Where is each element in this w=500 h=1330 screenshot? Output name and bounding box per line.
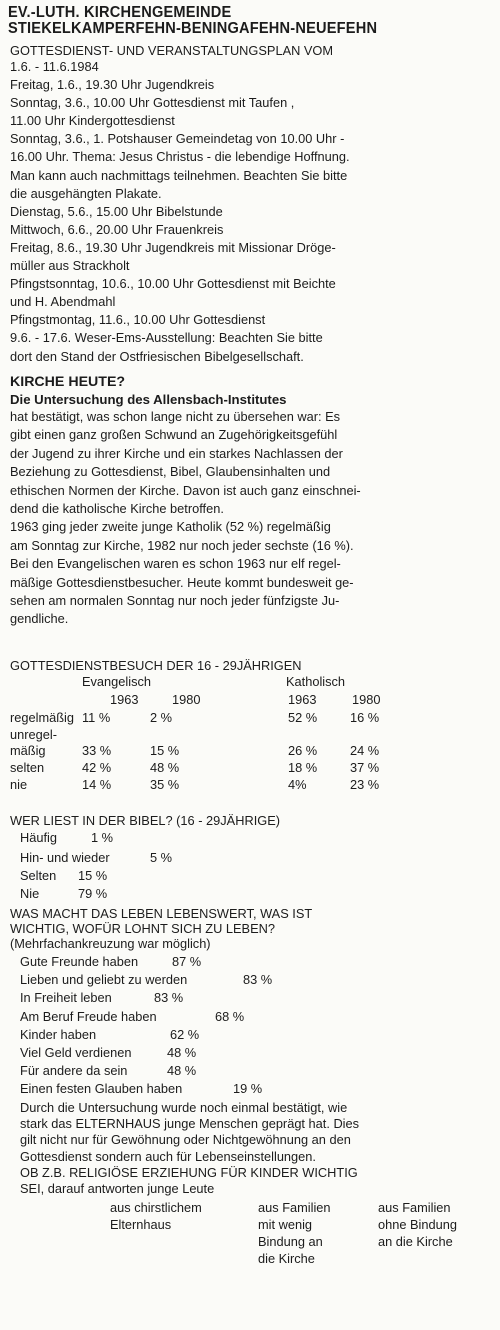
article-subheading: Die Untersuchung des Allensbach-Institutes <box>10 392 287 407</box>
schedule-line: Pfingstsonntag, 10.6., 10.00 Uhr Gottesdienst mit Beichte <box>10 276 336 292</box>
attendance-cell: 37 % <box>350 760 380 775</box>
conclusion-line: OB Z.B. RELIGIÖSE ERZIEHUNG FÜR KINDER WICHTIG <box>20 1164 358 1180</box>
article-line: mäßige Gottesdienstbesucher. Heute kommt bundesweit ge- <box>10 574 354 590</box>
attendance-cell: 14 % <box>82 777 112 792</box>
bible-row-value: 15 % <box>78 868 108 883</box>
attendance-row-label: nie <box>10 777 28 792</box>
schedule-heading: GOTTESDIENST- UND VERANSTALTUNGSPLAN VOM <box>10 43 334 58</box>
values-note: (Mehrfachankreuzung war möglich) <box>10 936 211 951</box>
article-line: am Sonntag zur Kirche, 1982 nur noch jeder sechste (16 %). <box>10 537 354 553</box>
values-row-label: Am Beruf Freude haben <box>20 1008 157 1024</box>
values-row-label: Für andere da sein <box>20 1063 128 1079</box>
upbringing-column-line: an die Kirche <box>378 1234 453 1249</box>
attendance-cell: 15 % <box>150 743 180 758</box>
article-line: Bei den Evangelischen waren es schon 1963 nur elf regel- <box>10 556 341 572</box>
values-row-label: Kinder haben <box>20 1026 97 1042</box>
group-katholisch: Katholisch <box>286 674 346 689</box>
attendance-cell: 42 % <box>82 760 112 775</box>
article-line: Beziehung zu Gottesdienst, Bibel, Glaubensinhalten und <box>10 464 331 480</box>
attendance-cell: 16 % <box>350 710 380 725</box>
schedule-line: dort den Stand der Ostfriesischen Bibelgesellschaft. <box>10 348 304 364</box>
schedule-line: Sonntag, 3.6., 1. Potshauser Gemeindetag von 10.00 Uhr - <box>10 131 345 147</box>
conclusion-line: stark das ELTERNHAUS junge Menschen geprägt hat. Dies <box>20 1116 360 1132</box>
article-heading: KIRCHE HEUTE? <box>10 374 126 390</box>
upbringing-column-line: aus Familien <box>378 1200 451 1215</box>
schedule-line: Sonntag, 3.6., 10.00 Uhr Gottesdienst mit Taufen , <box>10 95 295 111</box>
conclusion-line: Gottesdienst sondern auch für Lebenseinstellungen. <box>20 1148 316 1164</box>
conclusion-line: SEI, darauf antworten junge Leute <box>20 1181 215 1196</box>
upbringing-column-line: Bindung an <box>258 1234 323 1249</box>
values-row-value: 87 % <box>172 954 202 969</box>
upbringing-column-line: ohne Bindung <box>378 1217 457 1232</box>
schedule-line: Freitag, 1.6., 19.30 Uhr Jugendkreis <box>10 77 215 92</box>
schedule-line: 9.6. - 17.6. Weser-Ems-Ausstellung: Beachten Sie bitte <box>10 330 323 346</box>
conclusion-line: Durch die Untersuchung wurde noch einmal bestätigt, wie <box>20 1100 348 1115</box>
attendance-row-label: unregel- <box>10 727 57 742</box>
schedule-line: Mittwoch, 6.6., 20.00 Uhr Frauenkreis <box>10 221 224 237</box>
attendance-cell: 18 % <box>288 760 318 775</box>
year-header: 1963 <box>288 692 317 707</box>
conclusion-line: gilt nicht nur für Gewöhnung oder Nichtgewöhnung an den <box>20 1132 351 1148</box>
parish-name: EV.-LUTH. KIRCHENGEMEINDE <box>8 3 232 22</box>
bible-row-label: Nie <box>20 886 40 901</box>
attendance-title: GOTTESDIENSTBESUCH DER 16 - 29JÄHRIGEN <box>10 658 302 673</box>
values-row-value: 83 % <box>243 972 273 988</box>
values-title-line1: WAS MACHT DAS LEBEN LEBENSWERT, WAS IST <box>10 906 313 921</box>
values-row-value: 83 % <box>154 990 184 1006</box>
bible-row-value: 79 % <box>78 886 108 901</box>
schedule-line: Man kann auch nachmittags teilnehmen. Beachten Sie bitte <box>10 167 348 183</box>
values-row-label: Viel Geld verdienen <box>20 1045 132 1060</box>
upbringing-column-line: aus chirstlichem <box>110 1200 202 1215</box>
schedule-line: Freitag, 8.6., 19.30 Uhr Jugendkreis mit Missionar Dröge- <box>10 239 336 255</box>
values-row-value: 48 % <box>167 1063 197 1079</box>
attendance-row-label: selten <box>10 760 45 775</box>
upbringing-column-line: die Kirche <box>258 1251 315 1266</box>
article-line: 1963 ging jeder zweite junge Katholik (52 %) regelmäßig <box>10 519 331 535</box>
values-row-label: Einen festen Glauben haben <box>20 1081 183 1097</box>
bible-row-value: 1 % <box>91 830 114 845</box>
article-line: ethischen Normen der Kirche. Davon ist auch ganz einschnei- <box>10 482 361 498</box>
parish-location: STIEKELKAMPERFEHN-BENINGAFEHN-NEUEFEHN <box>8 19 378 38</box>
values-row-value: 48 % <box>167 1045 197 1060</box>
attendance-row-label: regelmäßig <box>10 710 75 725</box>
values-row-value: 62 % <box>170 1026 200 1042</box>
bible-title: WER LIEST IN DER BIBEL? (16 - 29JÄHRIGE) <box>10 813 280 828</box>
values-row-label: In Freiheit leben <box>20 990 112 1006</box>
schedule-period: 1.6. - 11.6.1984 <box>10 59 99 74</box>
article-line: hat bestätigt, was schon lange nicht zu übersehen war: Es <box>10 409 341 424</box>
year-header: 1980 <box>352 692 381 707</box>
upbringing-column-line: Elternhaus <box>110 1217 172 1232</box>
schedule-line: 11.00 Uhr Kindergottesdienst <box>10 113 175 129</box>
article-line: sehen am normalen Sonntag nur noch jeder fünfzigste Ju- <box>10 593 340 608</box>
values-title-line2: WICHTIG, WOFÜR LOHNT SICH ZU LEBEN? <box>10 921 275 936</box>
year-header: 1980 <box>172 692 201 707</box>
attendance-cell: 52 % <box>288 710 318 725</box>
bible-row-label: Selten <box>20 868 57 883</box>
year-header: 1963 <box>110 692 139 707</box>
article-line: gendliche. <box>10 611 69 627</box>
schedule-line: 16.00 Uhr. Thema: Jesus Christus - die lebendige Hoffnung. <box>10 149 350 165</box>
article-line: gibt einen ganz großen Schwund an Zugehörigkeitsgefühl <box>10 427 338 443</box>
bible-row-label: Hin- und wieder <box>20 850 110 865</box>
attendance-cell: 35 % <box>150 777 180 792</box>
schedule-line: Dienstag, 5.6., 15.00 Uhr Bibelstunde <box>10 203 223 219</box>
values-row-label: Gute Freunde haben <box>20 954 139 969</box>
attendance-cell: 11 % <box>82 710 111 725</box>
attendance-cell: 48 % <box>150 760 180 775</box>
attendance-cell: 2 % <box>150 710 173 725</box>
upbringing-column-line: mit wenig <box>258 1217 313 1232</box>
article-line: dend die katholische Kirche betroffen. <box>10 501 224 516</box>
values-row-value: 19 % <box>233 1081 263 1097</box>
upbringing-column-line: aus Familien <box>258 1200 331 1215</box>
values-row-label: Lieben und geliebt zu werden <box>20 972 188 988</box>
attendance-cell: 26 % <box>288 743 318 758</box>
bible-row-value: 5 % <box>150 850 173 865</box>
values-row-value: 68 % <box>215 1008 245 1024</box>
attendance-cell: 4% <box>288 777 307 792</box>
article-line: der Jugend zu ihrer Kirche und ein starkes Nachlassen der <box>10 445 343 461</box>
schedule-line: müller aus Strackholt <box>10 258 130 273</box>
attendance-cell: 33 % <box>82 743 112 758</box>
schedule-line: die ausgehängten Plakate. <box>10 185 162 201</box>
attendance-cell: 24 % <box>350 743 380 758</box>
group-evangelisch: Evangelisch <box>82 674 152 689</box>
schedule-line: und H. Abendmahl <box>10 294 116 310</box>
schedule-line: Pfingstmontag, 11.6., 10.00 Uhr Gottesdienst <box>10 312 266 328</box>
bible-row-label: Häufig <box>20 830 57 845</box>
attendance-cell: 23 % <box>350 777 380 792</box>
attendance-row-label: mäßig <box>10 743 46 758</box>
